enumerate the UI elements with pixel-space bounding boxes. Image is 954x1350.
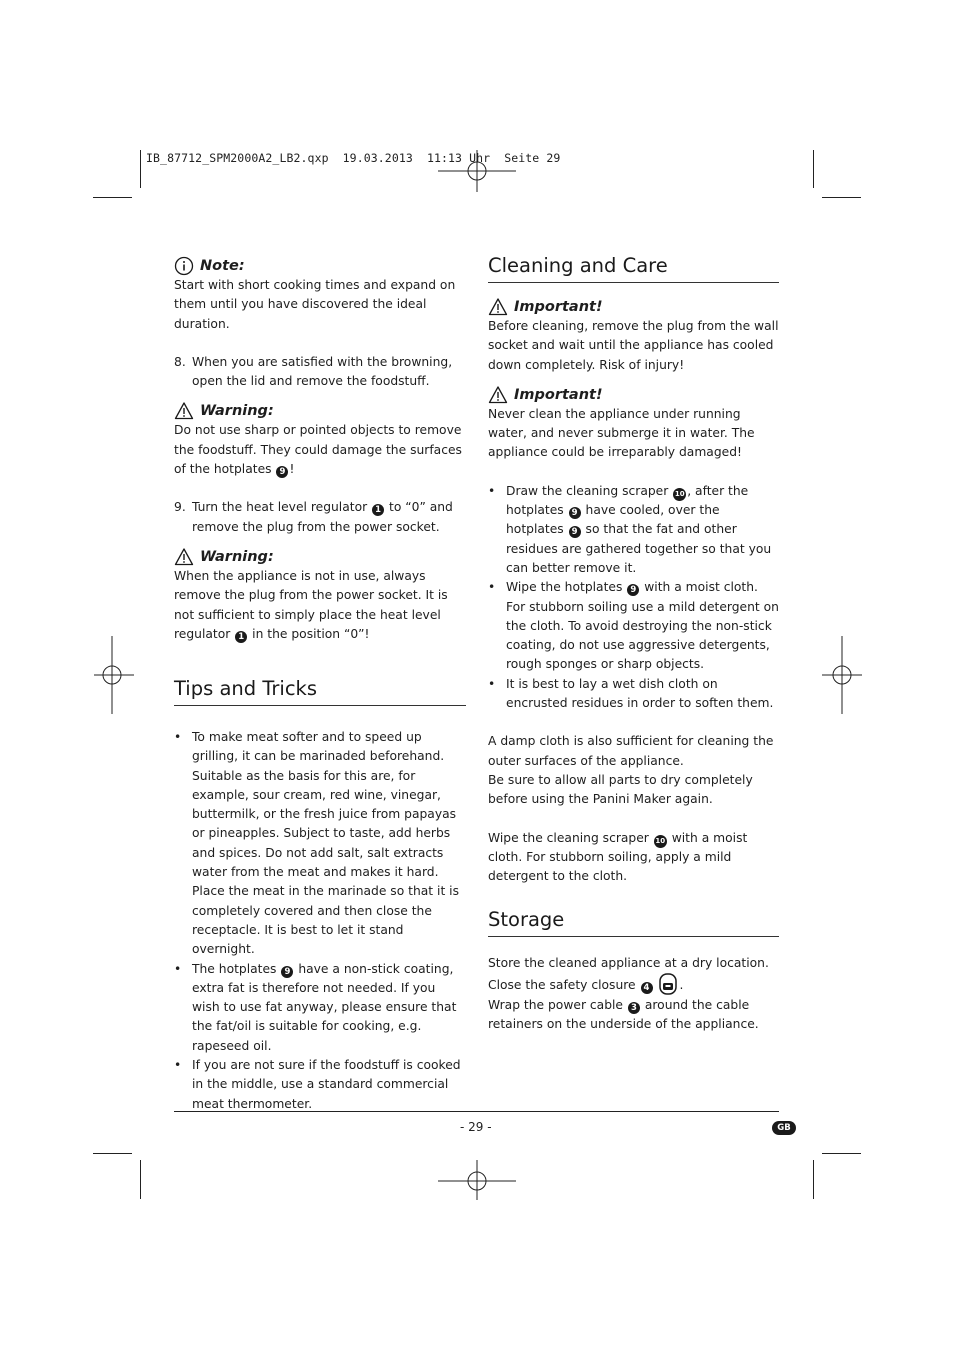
crop-mark: [822, 197, 861, 198]
paragraph: [488, 973, 779, 995]
ref-badge: 9: [276, 466, 288, 478]
paragraph: [488, 829, 779, 887]
bullet: •: [174, 730, 182, 744]
list-item: [174, 1056, 466, 1114]
ref-badge: 9: [569, 526, 581, 538]
step-8: [174, 353, 466, 392]
text: so that the fat and other residues are gathered together so that you can better remove it.: [506, 522, 772, 575]
bullet: •: [488, 676, 496, 691]
text: have a non-stick coating, extra fat is therefore not needed. If you wish to use fat anyway, please ensure that the fat/oil is suitable for cooking, e.g. rapeseed oil.: [192, 961, 457, 1053]
registration-mark: [438, 1160, 516, 1200]
warning-triangle-icon: [488, 385, 508, 405]
text: around the cable retainers on the underside of the appliance.: [488, 997, 759, 1031]
note-heading: [174, 256, 466, 276]
important-heading-text: Important!: [514, 299, 603, 315]
text: with a moist cloth. For stubborn soiling, apply a mild detergent to the cloth.: [488, 830, 748, 884]
warning-heading-text: Warning:: [200, 548, 274, 565]
left-column: [174, 256, 466, 644]
bullet: •: [174, 1058, 182, 1073]
important-text: Before cleaning, remove the plug from the wall socket and wait until the appliance has cooled down completely. Risk of injury!: [488, 319, 779, 372]
warning-triangle-icon: [488, 297, 508, 317]
section-heading: Storage: [488, 907, 779, 937]
bullet: •: [488, 483, 496, 498]
crop-mark: [93, 1153, 132, 1154]
warning-text: [174, 421, 466, 479]
crop-mark: [140, 150, 141, 188]
ref-badge: 9: [281, 966, 293, 978]
ref-badge: 9: [569, 507, 581, 519]
registration-mark: [438, 150, 516, 192]
paragraph: A damp cloth is also sufficient for cleaning the outer surfaces of the appliance.: [488, 734, 774, 768]
note-heading-text: Note:: [200, 258, 245, 274]
ref-badge: 1: [372, 504, 384, 516]
bullet: •: [174, 961, 182, 976]
warning-triangle-icon: [174, 547, 194, 567]
crop-mark: [822, 1153, 861, 1154]
safety-closure-icon: [659, 973, 677, 995]
section-heading: Tips and Tricks: [174, 676, 466, 706]
footer-rule: [174, 1111, 779, 1112]
list-item: [174, 960, 466, 1056]
ref-badge: 3: [628, 1002, 640, 1014]
list-item: [174, 728, 466, 960]
list-item: [488, 578, 779, 674]
section-heading: Cleaning and Care: [488, 253, 779, 283]
text: Do not use sharp or pointed objects to remove the foodstuff. They could damage the surfaces of the hotplates: [174, 423, 462, 477]
important-heading: [488, 385, 779, 405]
language-badge: GB: [772, 1121, 796, 1135]
list-item-text: [506, 482, 779, 578]
registration-mark: [822, 636, 862, 714]
list-item-text: [192, 960, 466, 1056]
crop-mark: [813, 150, 814, 188]
crop-mark: [140, 1160, 141, 1199]
step-text: [192, 498, 466, 537]
ref-badge: 10: [654, 835, 667, 848]
ref-badge: 4: [641, 982, 653, 994]
text: have cooled, over the hotplates: [506, 503, 720, 537]
info-circle-icon: [174, 256, 194, 276]
crop-mark: [813, 1160, 814, 1199]
text: with a moist cloth. For stubborn soiling use a mild detergent on the cloth. To avoid destroying the non-stick coating, do not use aggressive detergents, rough sponges or sharp objects.: [506, 580, 779, 672]
note-text: Start with short cooking times and expand on them until you have discovered the ideal duration.: [174, 278, 456, 331]
list-item-text: [506, 578, 779, 674]
paragraph: [488, 996, 779, 1035]
step-9: [174, 498, 466, 537]
list-item-text: To make meat softer and to speed up grilling, it can be marinaded beforehand. Suitable as the basis for this are, for example, sour cream, red wine, vinegar, buttermilk, or the fresh juice from papayas or pineapples. Subject to taste, add herbs and spices. Do not add salt, salt extracts water from the meat and makes it hard. Place the meat in the marinade so that it is completely covered and then close the receptacle. It is best to let it stand overnight.: [192, 730, 459, 957]
right-column: [488, 253, 779, 886]
text: Close the safety closure: [488, 978, 636, 993]
list-item: [488, 675, 779, 714]
text: to “0” and remove the plug from the power socket.: [192, 500, 453, 534]
warning-heading: [174, 547, 466, 567]
list-item-text: If you are not sure if the foodstuff is cooked in the middle, use a standard commercial meat thermometer.: [192, 1058, 461, 1111]
ref-badge: 10: [673, 488, 686, 501]
ref-badge: 1: [235, 631, 247, 643]
page-number: - 29 -: [460, 1120, 492, 1134]
text: The hotplates: [192, 961, 277, 976]
list-item-text: It is best to lay a wet dish cloth on encrusted residues in order to soften them.: [506, 676, 774, 711]
bullet: •: [488, 580, 496, 595]
text: Wipe the hotplates: [506, 580, 623, 595]
tips-section: [174, 676, 466, 1114]
text: Wipe the cleaning scraper: [488, 830, 649, 845]
paragraph: Store the cleaned appliance at a dry location.: [488, 956, 769, 970]
storage-section: [488, 907, 779, 1034]
step-number: 8.: [174, 354, 186, 369]
text: !: [289, 462, 295, 477]
step-text: When you are satisfied with the browning, open the lid and remove the foodstuff.: [192, 354, 453, 389]
warning-text: [174, 567, 466, 644]
text: Wrap the power cable: [488, 997, 624, 1012]
text: .: [679, 978, 684, 993]
important-heading: [488, 297, 779, 317]
print-slug: IB_87712_SPM2000A2_LB2.qxp 19.03.2013 11:13 Uhr Seite 29: [146, 151, 561, 165]
step-number: 9.: [174, 500, 186, 515]
warning-heading-text: Warning:: [200, 403, 274, 420]
text: Turn the heat level regulator: [192, 500, 368, 515]
warning-heading: [174, 401, 466, 421]
list-item: [488, 482, 779, 578]
text: Draw the cleaning scraper: [506, 483, 669, 498]
ref-badge: 9: [627, 584, 639, 596]
crop-mark: [93, 197, 132, 198]
paragraph: Be sure to allow all parts to dry completely before using the Panini Maker again.: [488, 772, 753, 807]
important-heading-text: Important!: [514, 386, 603, 403]
text: in the position “0”!: [252, 626, 370, 641]
text: , after the hotplates: [506, 483, 749, 518]
important-text: Never clean the appliance under running water, and never submerge it in water. The appliance could be irreparably damaged!: [488, 406, 755, 460]
text: When the appliance is not in use, always remove the plug from the power socket. It is not sufficient to simply place the heat level regulator: [174, 568, 448, 641]
registration-mark: [94, 636, 134, 714]
warning-triangle-icon: [174, 401, 194, 421]
